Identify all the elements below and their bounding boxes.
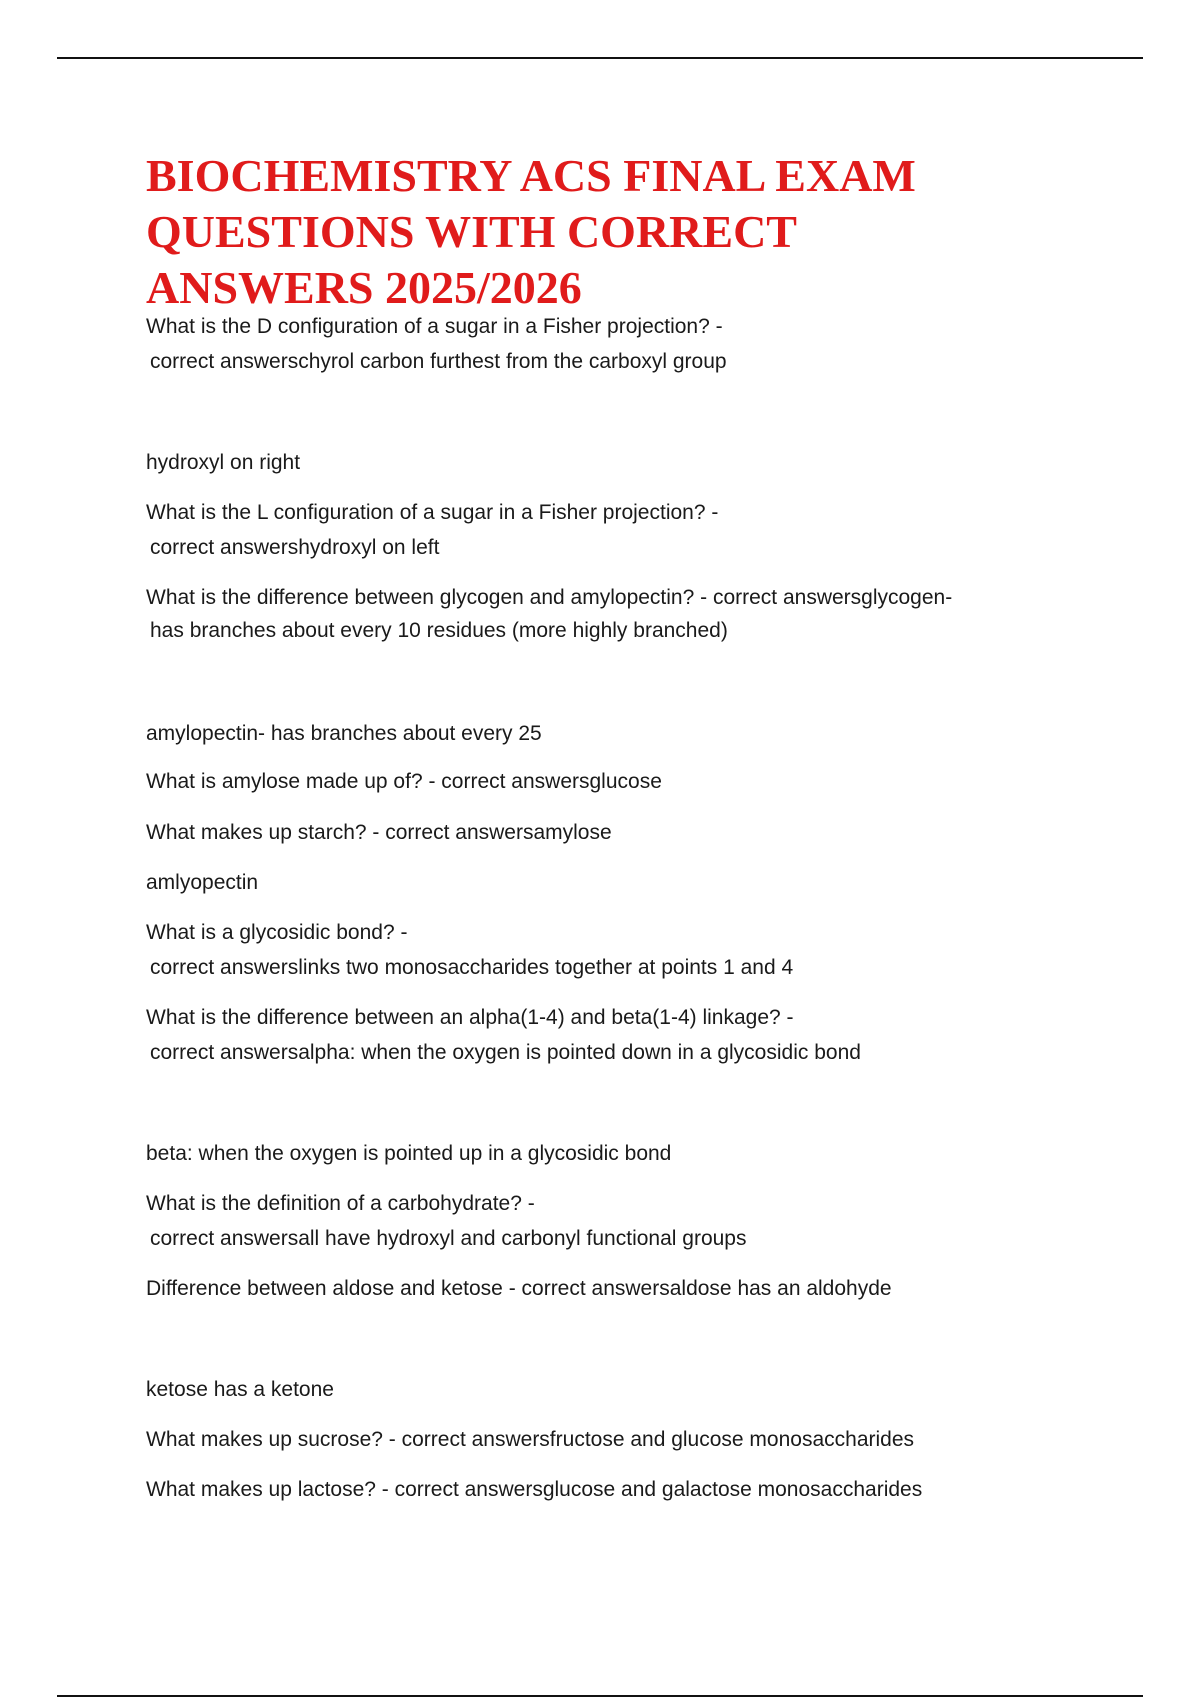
document-title: [146, 148, 1026, 316]
question-text: What is the L configuration of a sugar in a Fisher projection? -: [146, 501, 719, 524]
question-text: What is the definition of a carbohydrate? -: [146, 1192, 535, 1215]
answer-continuation: amylopectin- has branches about every 25: [146, 722, 542, 745]
title-line: BIOCHEMISTRY ACS FINAL EXAM: [146, 150, 916, 201]
answer-text: correct answersall have hydroxyl and carbonyl functional groups: [150, 1227, 747, 1250]
header-rule: [57, 57, 1143, 59]
question-text: Difference between aldose and ketose - correct answersaldose has an aldohyde: [146, 1277, 892, 1300]
footer-rule: [57, 1695, 1143, 1697]
title-line: QUESTIONS WITH CORRECT: [146, 206, 797, 257]
answer-text: correct answersalpha: when the oxygen is pointed down in a glycosidic bond: [150, 1041, 861, 1064]
answer-continuation: ketose has a ketone: [146, 1378, 334, 1401]
answer-text: correct answerschyrol carbon furthest from the carboxyl group: [150, 350, 727, 373]
title-line: ANSWERS 2025/2026: [146, 262, 582, 313]
question-text: What is the D configuration of a sugar in a Fisher projection? -: [146, 315, 723, 338]
question-text: What makes up sucrose? - correct answersfructose and glucose monosaccharides: [146, 1428, 915, 1451]
question-text: What makes up lactose? - correct answersglucose and galactose monosaccharides: [146, 1478, 923, 1501]
answer-text: has branches about every 10 residues (more highly branched): [150, 619, 728, 642]
answer-continuation: amlyopectin: [146, 871, 259, 894]
answer-continuation: hydroxyl on right: [146, 451, 301, 474]
question-text: What makes up starch? - correct answersamylose: [146, 821, 612, 844]
answer-text: correct answerslinks two monosaccharides together at points 1 and 4: [150, 956, 794, 979]
answer-continuation: beta: when the oxygen is pointed up in a glycosidic bond: [146, 1142, 672, 1165]
question-text: What is a glycosidic bond? -: [146, 921, 408, 944]
question-text: What is amylose made up of? - correct answersglucose: [146, 770, 662, 793]
question-text: What is the difference between glycogen and amylopectin? - correct answersglycogen-: [146, 586, 953, 609]
question-text: What is the difference between an alpha(1-4) and beta(1-4) linkage? -: [146, 1006, 794, 1029]
answer-text: correct answershydroxyl on left: [150, 536, 440, 559]
